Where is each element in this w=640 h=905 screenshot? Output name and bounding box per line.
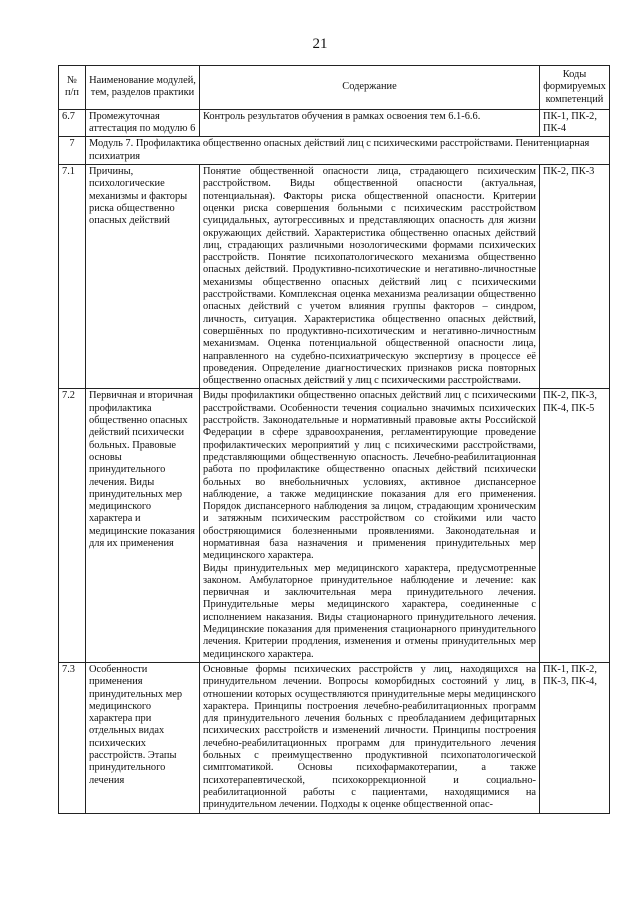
row-content: Контроль результатов обучения в рамках освоения тем 6.1-6.6. xyxy=(200,109,540,137)
row-codes: ПК-2, ПК-3, ПК-4, ПК-5 xyxy=(540,389,610,663)
content-paragraph-2: Виды принудительных мер медицинского характера, предусмотренные законом. Амбулаторное принудительное наблюдение и лечение: как первичная и заключительная мера принудительного лечения. Принудительные меры медицинского характера, соединенные с исполнением наказания. Виды стационарного принудительного лечения. Медицинские показания для применения стационарного принудительного лечения. Критерии продления, изменения и отмены принудительных мер медицинского характера. xyxy=(203,562,536,660)
content-paragraph-1: Виды профилактики общественно опасных действий лиц с психическими расстройствами. Особенности течения социально значимых психических расстройств. Законодательные и нормативный правовые акты Российской Федерации в сфере здравоохранения, регламентирующие проведение профилактических мероприятий у лиц с психическими расстройствами, представляющими общественную опасность. Лечебно-реабилитационная работа по профилактике общественно опасных действий психически больных во внебольничных условиях, активное диспансерное наблюдение, а также медицинские показания для его применения. Порядок диспансерного наблюдения за лицом, страдающим хроническим и затяжным психическим расстройством со стойкими или часто обостряющимися болезненными проявлениями. Законодательная и нормативная база назначения и применения принудительных мер медицинского характера. xyxy=(203,390,536,562)
row-content: Основные формы психических расстройств у лиц, находящихся на принудительном лечении. Вопросы коморбидных состояний у лиц, в отношении которых осуществляются принудительные меры медицинского характера. Принципы построения лечебно-реабилитационных программ для принудительного лечения больных с преобладанием дефицитарных психических расстройств и изменений личности. Принципы построения лечебно-реабилитационных программ для принудительного лечения больных с преимущественно продуктивной психопатологической симптоматикой. Основы психофармакотерапии, а также психотерапевтической, психокоррекционной и социально-реабилитационной работы с пациентами, находящимися на принудительном лечении. Подходы к оценке общественной опас- xyxy=(200,662,540,813)
row-name: Первичная и вторичная профилактика общественно опасных действий психически больных. Правовые основы принудительного лечения. Виды принудительных мер медицинского характера и медицинские показания для их применения xyxy=(86,389,200,663)
header-name: Наименование модулей, тем, разделов практики xyxy=(86,66,200,110)
row-name: Промежуточная аттестация по модулю 6 xyxy=(86,109,200,137)
module-num: 7 xyxy=(59,137,86,165)
table-row xyxy=(59,109,610,137)
table-row xyxy=(59,389,610,663)
row-content xyxy=(200,389,540,663)
header-codes: Коды формируемых компетенций xyxy=(540,66,610,110)
table-row xyxy=(59,662,610,813)
row-codes: ПК-1, ПК-2, ПК-4 xyxy=(540,109,610,137)
row-name: Причины, психологические механизмы и факторы риска общественно опасных действий xyxy=(86,165,200,389)
row-num: 7.2 xyxy=(59,389,86,663)
row-num: 7.3 xyxy=(59,662,86,813)
row-codes: ПК-1, ПК-2, ПК-3, ПК-4, xyxy=(540,662,610,813)
module-row xyxy=(59,137,610,165)
table-header-row xyxy=(59,66,610,110)
curriculum-table xyxy=(58,65,610,814)
row-content: Понятие общественной опасности лица, страдающего психическим расстройством. Виды общественной опасности (актуальная, потенциальная). Факторы риска общественной опасности. Критерии оценки риска совершения больными с психическим расстройством суицидальных, аутогрессивных и представляющих опасность для жизни окружающих действий. Характеристика общественно опасных действий лиц, страдающих различными нозологическими формами психических расстройств. Понятие психопатологического механизма общественно опасных действий. Продуктивно-психотические и негативно-личностные механизмы общественно опасных действий лиц с психическими расстройствами. Комплексная оценка механизма реализации общественно опасных действий с учетом влияния группы факторов – синдром, личность, ситуация. Характеристика общественно опасных действий, совершённых по продуктивно-психотическим и негативно-личностным механизмам. Оценка потенциальной общественной опасности лица, направленного на судебно-психиатрическую экспертизу в процессе её проведения. Определение диагностических признаков риска повторных общественно опасных действий у лиц с психическими расстройствами. xyxy=(200,165,540,389)
row-name: Особенности применения принудительных мер медицинского характера при отдельных видах психических расстройств. Этапы принудительного лечения xyxy=(86,662,200,813)
row-num: 7.1 xyxy=(59,165,86,389)
row-num: 6.7 xyxy=(59,109,86,137)
row-codes: ПК-2, ПК-3 xyxy=(540,165,610,389)
header-content: Содержание xyxy=(200,66,540,110)
page-number: 21 xyxy=(312,36,328,52)
header-num: № п/п xyxy=(59,66,86,110)
table-row xyxy=(59,165,610,389)
module-title: Модуль 7. Профилактика общественно опасных действий лиц с психическими расстройствами. Пенитенциарная психиатрия xyxy=(86,137,610,165)
